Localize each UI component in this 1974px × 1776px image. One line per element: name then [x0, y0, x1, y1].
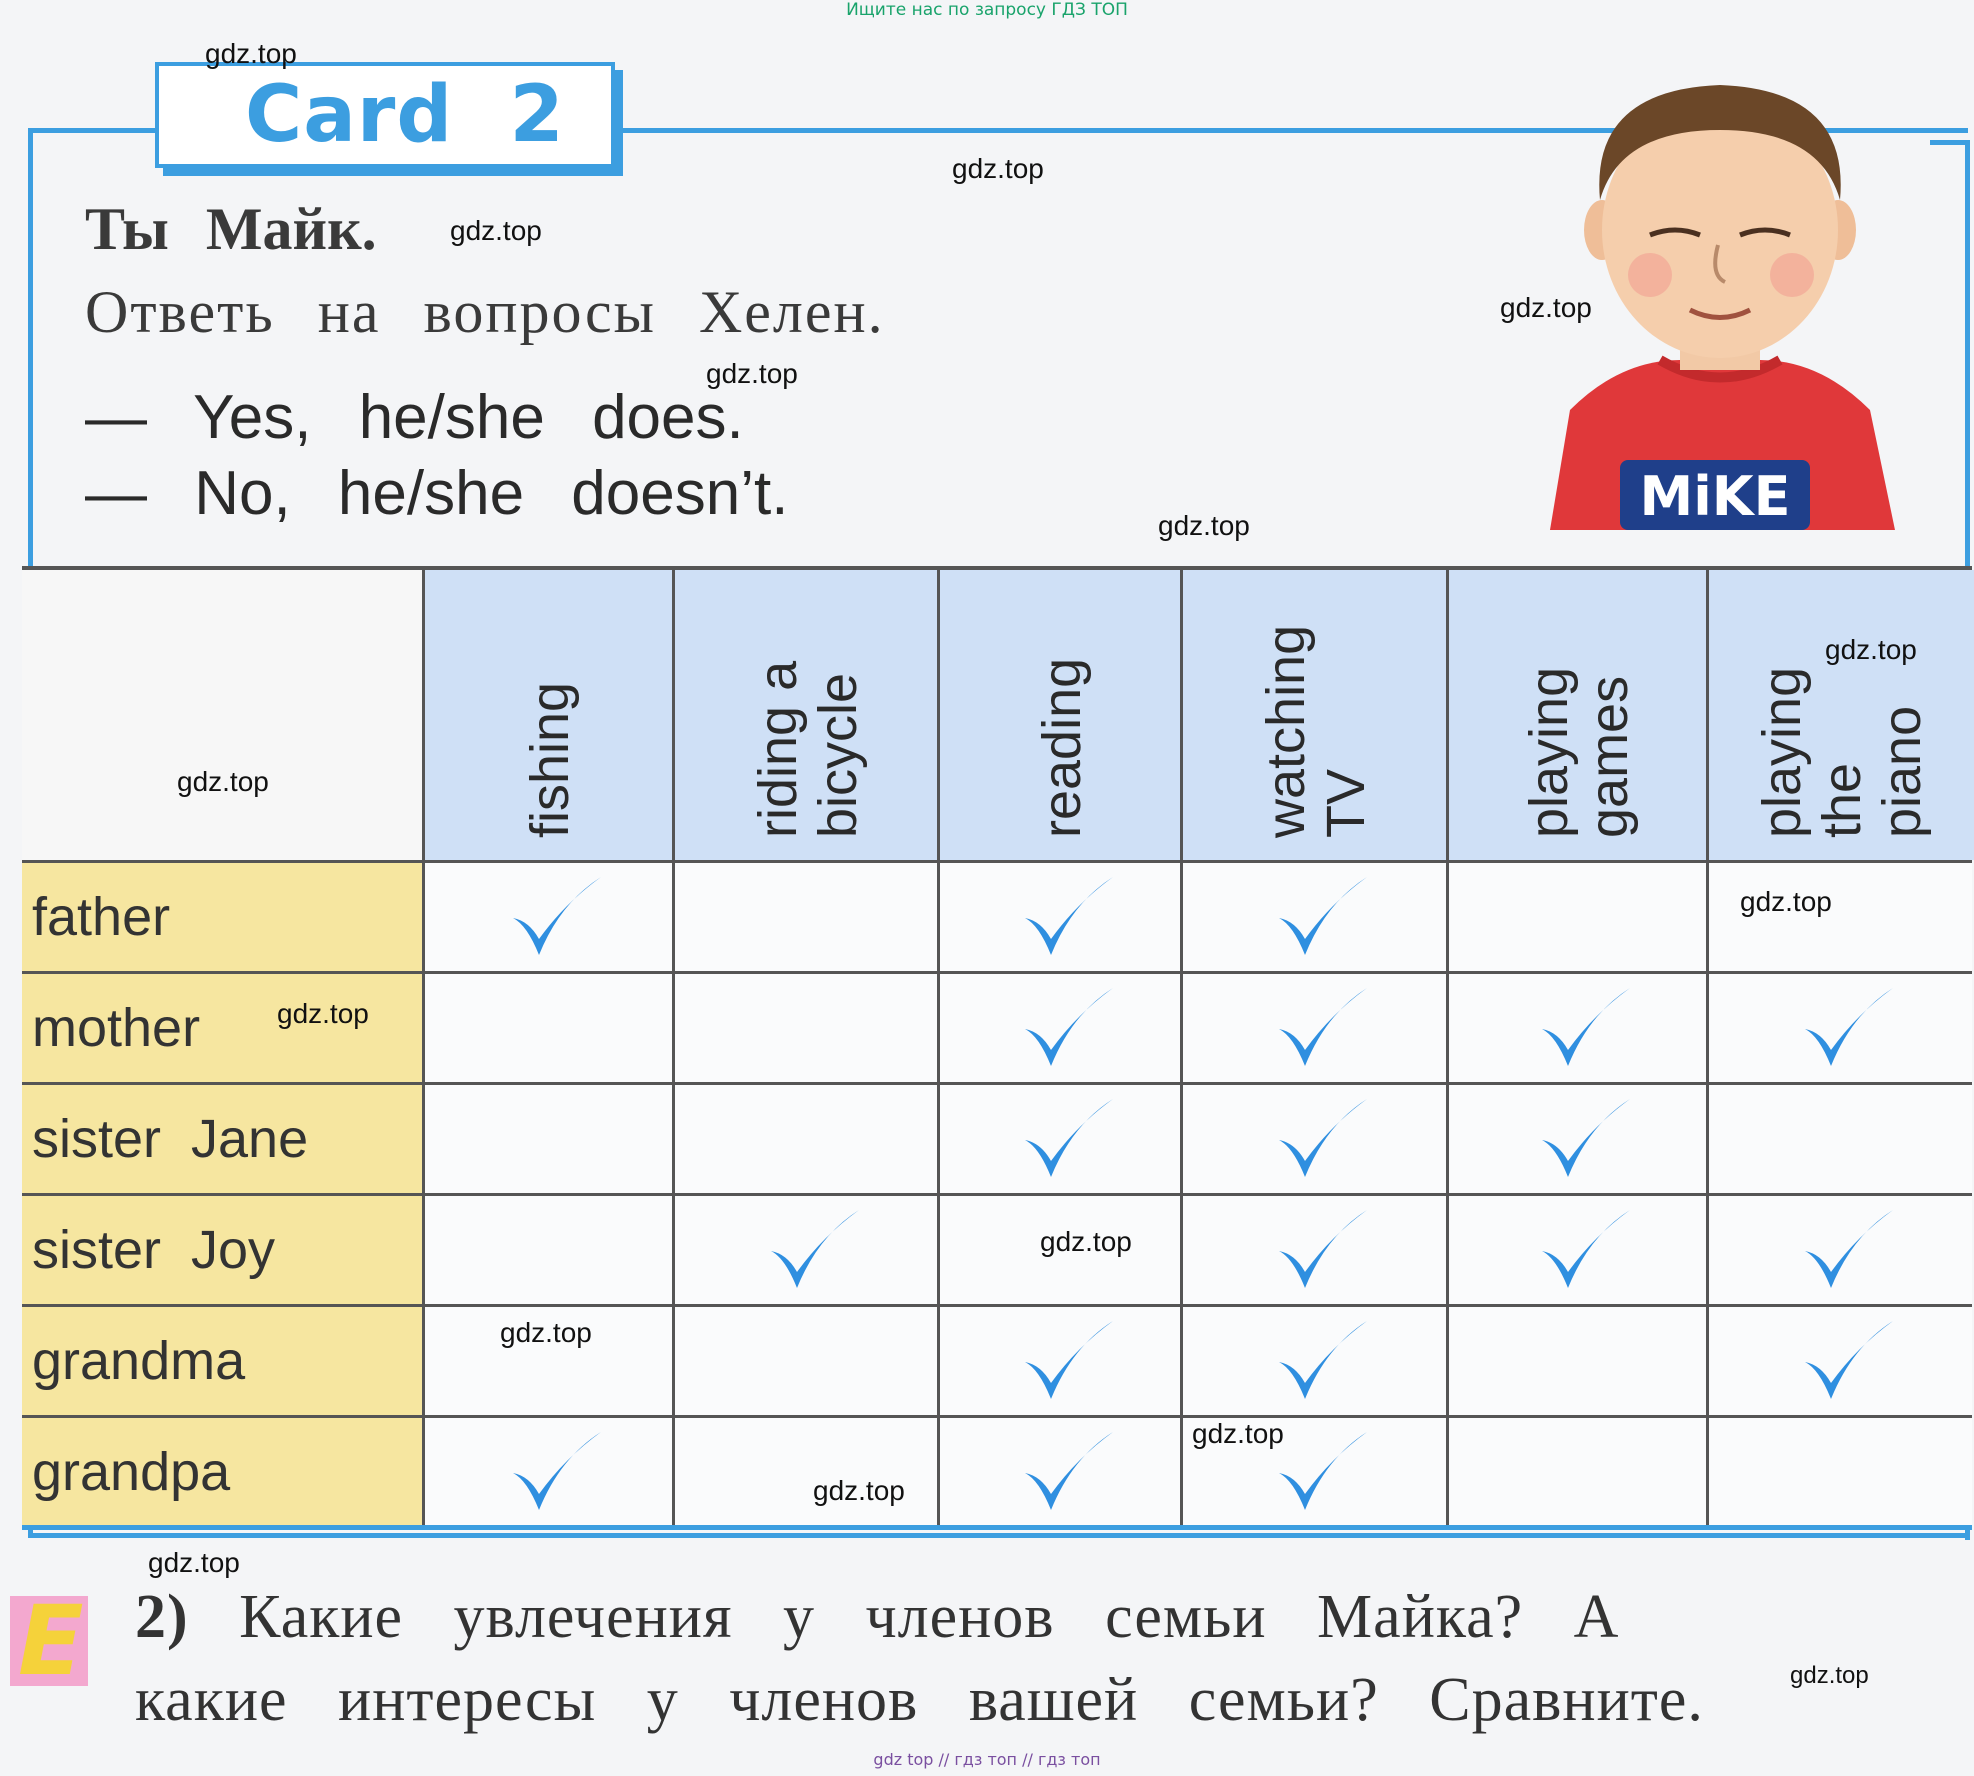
instruction-line-1: Ты Майк. [85, 196, 377, 262]
table-cell [1446, 1304, 1706, 1415]
table-bottom-border [22, 1525, 1972, 1530]
answer-no: — No, he/she doesn’t. [85, 459, 789, 528]
watermark: gdz.top [1825, 634, 1917, 665]
watermark: gdz.top [952, 153, 1044, 184]
checkmark-icon [1271, 1206, 1371, 1296]
table-cell [937, 971, 1180, 1082]
table-cell [1706, 1193, 1972, 1304]
watermark: gdz.top [205, 38, 297, 69]
row-label: grandpa [22, 1415, 422, 1526]
card-title: Card 2 [245, 70, 565, 160]
table-cell [1180, 971, 1446, 1082]
table-cell [1706, 1304, 1972, 1415]
checkmark-icon [1271, 1428, 1371, 1518]
row-label: mother [22, 971, 422, 1082]
checkmark-icon [1271, 873, 1371, 963]
table-cell [1706, 1415, 1972, 1526]
column-header-label: riding a bicycle [747, 660, 868, 838]
row-label: sister Joy [22, 1193, 422, 1304]
table-cell [1446, 1415, 1706, 1526]
checkmark-icon [505, 873, 605, 963]
section-e-letter: E [18, 1585, 84, 1697]
watermark: gdz.top [450, 215, 542, 246]
checkmark-icon [1017, 1428, 1117, 1518]
table-cell [672, 971, 937, 1082]
watermark: gdz.top [277, 998, 369, 1029]
checkmark-icon [1271, 984, 1371, 1074]
table-cell [422, 860, 672, 971]
task-number: 2) [135, 1583, 189, 1651]
table-cell [672, 1193, 937, 1304]
column-header-playing-games [1446, 570, 1709, 860]
table-cell [672, 1415, 937, 1526]
column-header-fishing [422, 570, 675, 860]
checkmark-icon [1534, 984, 1634, 1074]
watermark: gdz.top [813, 1475, 905, 1506]
table-cell [422, 971, 672, 1082]
watermark: gdz.top [148, 1547, 240, 1578]
watermark: gdz.top [177, 766, 269, 797]
column-header-label: playing games [1519, 666, 1639, 838]
column-header-label: reading [1031, 657, 1092, 838]
checkmark-icon [1534, 1206, 1634, 1296]
task-text-1: Какие увлечения у членов семьи Майка? А [239, 1583, 1620, 1651]
column-header-label: fishing [520, 681, 580, 838]
table-cell [422, 1082, 672, 1193]
checkmark-icon [1797, 1317, 1897, 1407]
task-line-1 [135, 1582, 1619, 1653]
checkmark-icon [1017, 873, 1117, 963]
checkmark-icon [1271, 1317, 1371, 1407]
checkmark-icon [1017, 984, 1117, 1074]
column-header-watching-tv [1180, 570, 1449, 860]
table-cell [1180, 1193, 1446, 1304]
watermark: gdz.top [1192, 1418, 1284, 1449]
row-label: sister Jane [22, 1082, 422, 1193]
column-header-label: watching TV [1256, 624, 1376, 838]
top-note: Ищите нас по запросу ГДЗ ТОП [846, 0, 1128, 20]
column-header-playing-piano [1706, 570, 1974, 860]
table-corner [22, 570, 422, 860]
checkmark-icon [1271, 1095, 1371, 1185]
column-header-riding-bicycle [672, 570, 940, 860]
table-cell [672, 1304, 937, 1415]
row-label: grandma [22, 1304, 422, 1415]
table-cell [422, 1415, 672, 1526]
shirt-text: MiKE [1639, 465, 1791, 528]
table-cell [937, 1082, 1180, 1193]
row-label: father [22, 860, 422, 971]
watermark: gdz.top [706, 358, 798, 389]
task-line-2: какие интересы у членов вашей семьи? Сравните. [135, 1666, 1704, 1734]
answer-yes: — Yes, he/she does. [85, 383, 744, 452]
table-cell [1180, 860, 1446, 971]
checkmark-icon [505, 1428, 605, 1518]
table-cell [1180, 1082, 1446, 1193]
instruction-line-2: Ответь на вопросы Хелен. [85, 279, 885, 345]
column-header-reading [937, 570, 1183, 860]
table-cell [1446, 1082, 1706, 1193]
checkmark-icon [1797, 984, 1897, 1074]
hobbies-table [22, 570, 1972, 1530]
table-cell [1446, 860, 1706, 971]
checkmark-icon [763, 1206, 863, 1296]
table-cell [1180, 1304, 1446, 1415]
watermark: gdz.top [1740, 886, 1832, 917]
table-cell [937, 1415, 1180, 1526]
checkmark-icon [1017, 1317, 1117, 1407]
table-cell [672, 1082, 937, 1193]
table-cell [1706, 971, 1972, 1082]
checkmark-icon [1534, 1095, 1634, 1185]
table-cell [937, 860, 1180, 971]
bottom-note: gdz top // гдз топ // гдз топ [873, 1750, 1101, 1769]
table-cell [422, 1193, 672, 1304]
checkmark-icon [1017, 1095, 1117, 1185]
column-header-label: playing the piano [1752, 666, 1932, 838]
watermark: gdz.top [500, 1317, 592, 1348]
checkmark-icon [1797, 1206, 1897, 1296]
watermark: gdz.top [1040, 1226, 1132, 1257]
table-cell [1706, 1082, 1972, 1193]
watermark: gdz.top [1500, 292, 1592, 323]
watermark: gdz.top [1790, 1662, 1869, 1689]
table-cell [1446, 1193, 1706, 1304]
table-cell [937, 1304, 1180, 1415]
table-cell [672, 860, 937, 971]
table-cell [1446, 971, 1706, 1082]
watermark: gdz.top [1158, 510, 1250, 541]
